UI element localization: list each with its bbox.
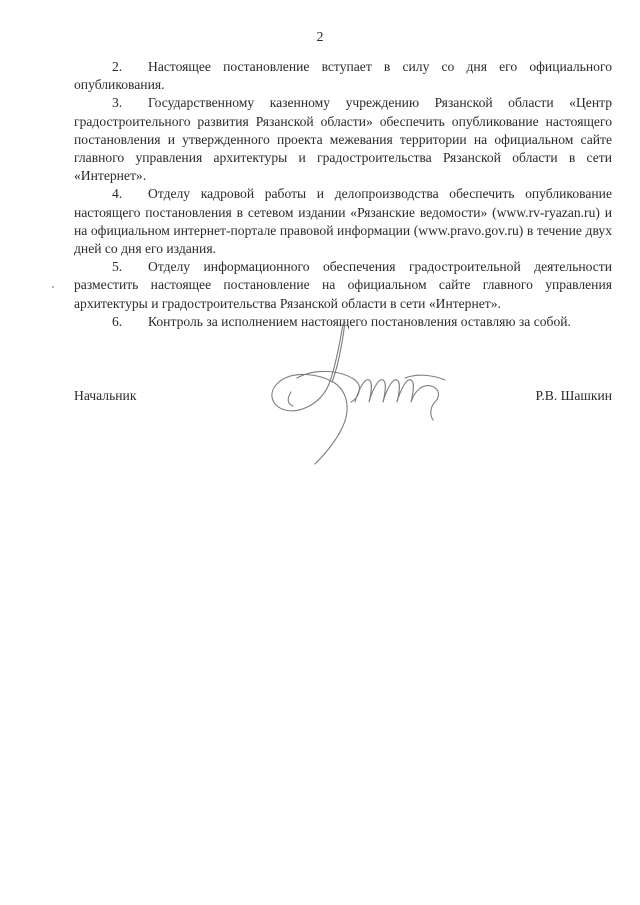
signature-row — [74, 388, 612, 408]
paragraph-number: 3. — [112, 95, 123, 111]
page-number: 2 — [316, 30, 324, 45]
paragraph-text: Государственному казенному учреждению Рязанской области «Центр градостроительного развития Рязанской области» обеспечить опубликование настоящего постановления и утвержденного проекта межевания территории на официальном сайте главного управления архитектуры и градостроительства Рязанской области в сети «Интернет». — [74, 95, 612, 184]
paragraph-3 — [74, 94, 612, 185]
paragraph-text: Отделу информационного обеспечения градостроительной деятельности разместить настоящее постановление на официальном сайте главного управления архитектуры и градостроительства Рязанской области в сети «Интернет». — [74, 259, 612, 311]
paragraph-4 — [74, 185, 612, 258]
paragraph-number: 2. — [112, 59, 123, 74]
signer-position: Начальник — [74, 388, 137, 403]
signer-name: Р.В. Шашкин — [535, 388, 612, 403]
paragraph-number: 4. — [112, 186, 123, 202]
scan-speck — [52, 286, 54, 288]
paragraph-5 — [74, 258, 612, 313]
document-body — [74, 58, 612, 331]
paragraph-text: Контроль за исполнением настоящего постановления оставляю за собой. — [148, 313, 571, 329]
paragraph-text: Настоящее постановление вступает в силу со дня его официального опубликования. — [74, 59, 612, 93]
paragraph-number: 6. — [112, 313, 123, 329]
paragraph-text: Отделу кадровой работы и делопроизводства обеспечить опубликование настоящего постановления в сетевом издании «Рязанские ведомости» (www.rv-ryazan.ru) и на официальном интернет-портале правовой информации (www.pravo.gov.ru) в течение двух дней со дня его издания. — [74, 186, 612, 257]
paragraph-2 — [74, 58, 612, 94]
paragraph-number: 5. — [112, 259, 123, 275]
